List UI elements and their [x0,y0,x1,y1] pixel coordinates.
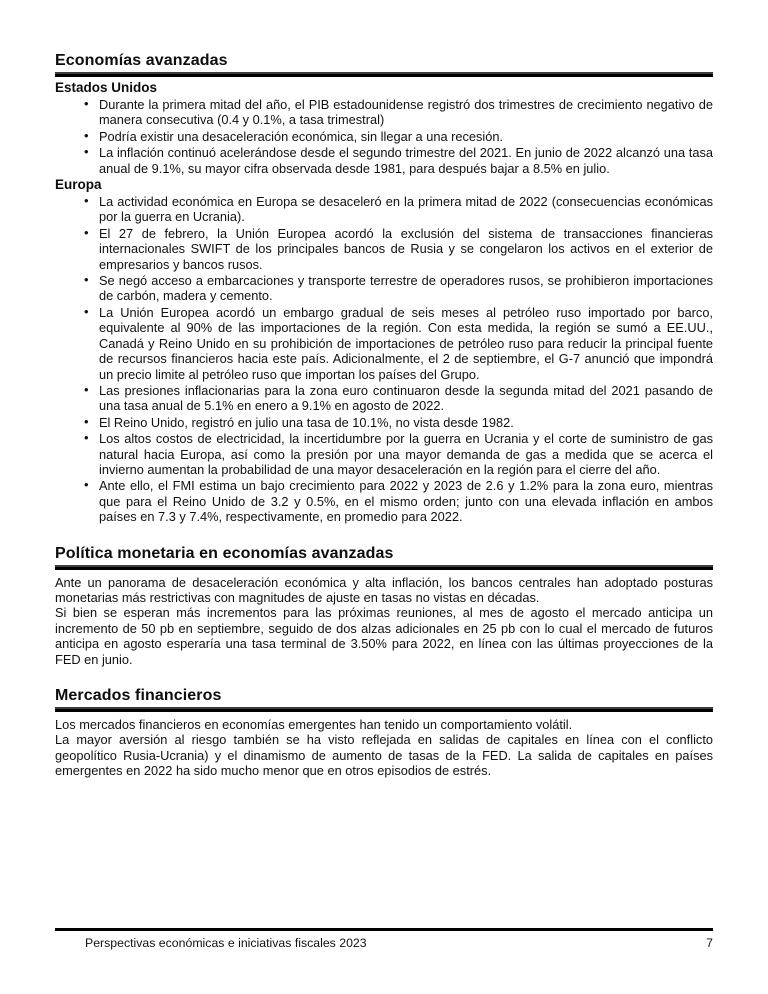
bullet-item [55,478,713,524]
bullet-text: Podría existir una desaceleración económica, sin llegar a una recesión. [99,128,504,144]
section-title-mercados-financieros: Mercados financieros [55,687,222,704]
bullet-text: El 27 de febrero, la Unión Europea acordó la exclusión del sistema de transacciones financieras internacionales SWIFT de los principales bancos de Rusia y se congelaron los activos en el exterior de empresarios y bancos rusos. [99,225,713,272]
bullet-text: Ante ello, el FMI estima un bajo crecimiento para 2022 y 2023 de 2.6 y 1.2% para la zona euro, mientras que para el Reino Unido de 3.2 y 0.5%, en el mismo orden; junto con una elevada inflación en ambos países en 7.3 y 7.4%, respectivamente, en promedio para 2022. [99,478,713,525]
bullet-dot: • [84,413,89,429]
section-economias-avanzadas [55,51,713,525]
section-title-rule [55,565,713,570]
section-politica-monetaria [55,544,713,667]
bullet-item [55,431,713,477]
subsection-title-estados-unidos: Estados Unidos [55,80,158,95]
bullet-text: El Reino Unido, registró en julio una tasa de 10.1%, no vista desde 1982. [99,414,514,430]
bullet-list-europa [55,194,713,525]
bullet-item [55,273,713,304]
bullet-text: La actividad económica en Europa se desaceleró en la primera mitad de 2022 (consecuencias económicas por la guerra en Ucrania). [99,194,713,225]
subsection-title-europa: Europa [55,177,102,193]
section-mercados-financieros [55,686,713,779]
bullet-dot: • [84,224,89,240]
bullet-text: Las presiones inflacionarias para la zona euro continuaron desde la segunda mitad del 2021 pasando de una tasa anual de 5.1% en enero a 9.1% en agosto de 2022. [99,382,713,414]
bullet-text: Durante la primera mitad del año, el PIB estadounidense registró dos trimestres de crecimiento negativo de manera consecutiva (0.4 y 0.1%, a tasa trimestral) [99,97,713,128]
footer-page-number: 7 [706,936,713,950]
section-title-rule [55,707,713,712]
bullet-dot: • [84,127,89,143]
bullet-item [55,194,713,225]
bullet-dot: • [84,381,89,397]
bullet-item [55,305,713,382]
bullet-dot: • [84,144,89,160]
page-footer [55,928,713,951]
bullet-dot: • [84,96,89,111]
section-title-economias-avanzadas: Economías avanzadas [55,52,228,69]
bullet-dot: • [84,272,89,288]
bullet-item [55,226,713,272]
paragraph: Ante un panorama de desaceleración económica y alta inflación, los bancos centrales han adoptado posturas monetarias más restrictivas con magnitudes de ajuste en tasas no vistas en décadas. [55,574,713,605]
section-title-rule [55,72,713,77]
bullet-dot: • [84,477,89,493]
bullet-item [55,145,713,176]
bullet-text: La inflación continuó acelerándose desde el segundo trimestre del 2021. En junio de 2022 alcanzó una tasa anual de 9.1%, su mayor cifra observada desde 1981, para después bajar a 8.5% en julio. [99,145,713,176]
bullet-dot: • [84,430,89,446]
bullet-text: Los altos costos de electricidad, la incertidumbre por la guerra en Ucrania y el corte de suministro de gas natural hacia Europa, así como la presión por una mayor demanda de gas a medida que se acerca el invierno aumentan la probabilidad de una mayor desaceleración en la región para el cierre del año. [99,431,713,477]
paragraph: Los mercados financieros en economías emergentes han tenido un comportamiento volátil. [55,717,573,732]
paragraph: La mayor aversión al riesgo también se ha visto reflejada en salidas de capitales en línea con el conflicto geopolítico Rusia-Ucrania) y el dinamismo de aumento de tasas de la FED. La salida de capitales en países emergentes en 2022 ha sido mucho menor que en otros episodios de estrés. [55,732,713,779]
bullet-text: La Unión Europea acordó un embargo gradual de seis meses al petróleo ruso importado por barco, equivalente al 90% de las importaciones de la región. Con esta medida, la región se sumó a EE.UU., Canadá y Reino Unido en su prohibición de importaciones de petróleo ruso para reducir la principal fuente de recursos financieros hacia este país. Adicionalmente, el 2 de septiembre, el G-7 anunció que impondrá un precio limite al petróleo ruso que importan los países del Grupo. [99,304,713,382]
bullet-dot: • [84,193,89,209]
section-title-politica-monetaria: Política monetaria en economías avanzadas [55,544,394,562]
paragraph: Si bien se esperan más incrementos para las próximas reuniones, al mes de agosto el mercado anticipa un incremento de 50 pb en septiembre, seguido de dos alzas adicionales en 25 pb con lo cual el mercado de futuros anticipa en agosto esperaría una tasa terminal de 3.50% para 2022, en línea con las últimas proyecciones de la FED en junio. [55,605,713,667]
bullet-dot: • [84,303,89,319]
bullet-item [55,97,713,128]
bullet-item [55,129,713,144]
footer-document-title: Perspectivas económicas e iniciativas fiscales 2023 [85,936,367,950]
bullet-list-estados-unidos [55,97,713,176]
bullet-text: Se negó acceso a embarcaciones y transporte terrestre de operadores rusos, se prohibieron importaciones de carbón, madera y cemento. [99,273,713,304]
bullet-item [55,415,713,430]
bullet-item [55,383,713,414]
